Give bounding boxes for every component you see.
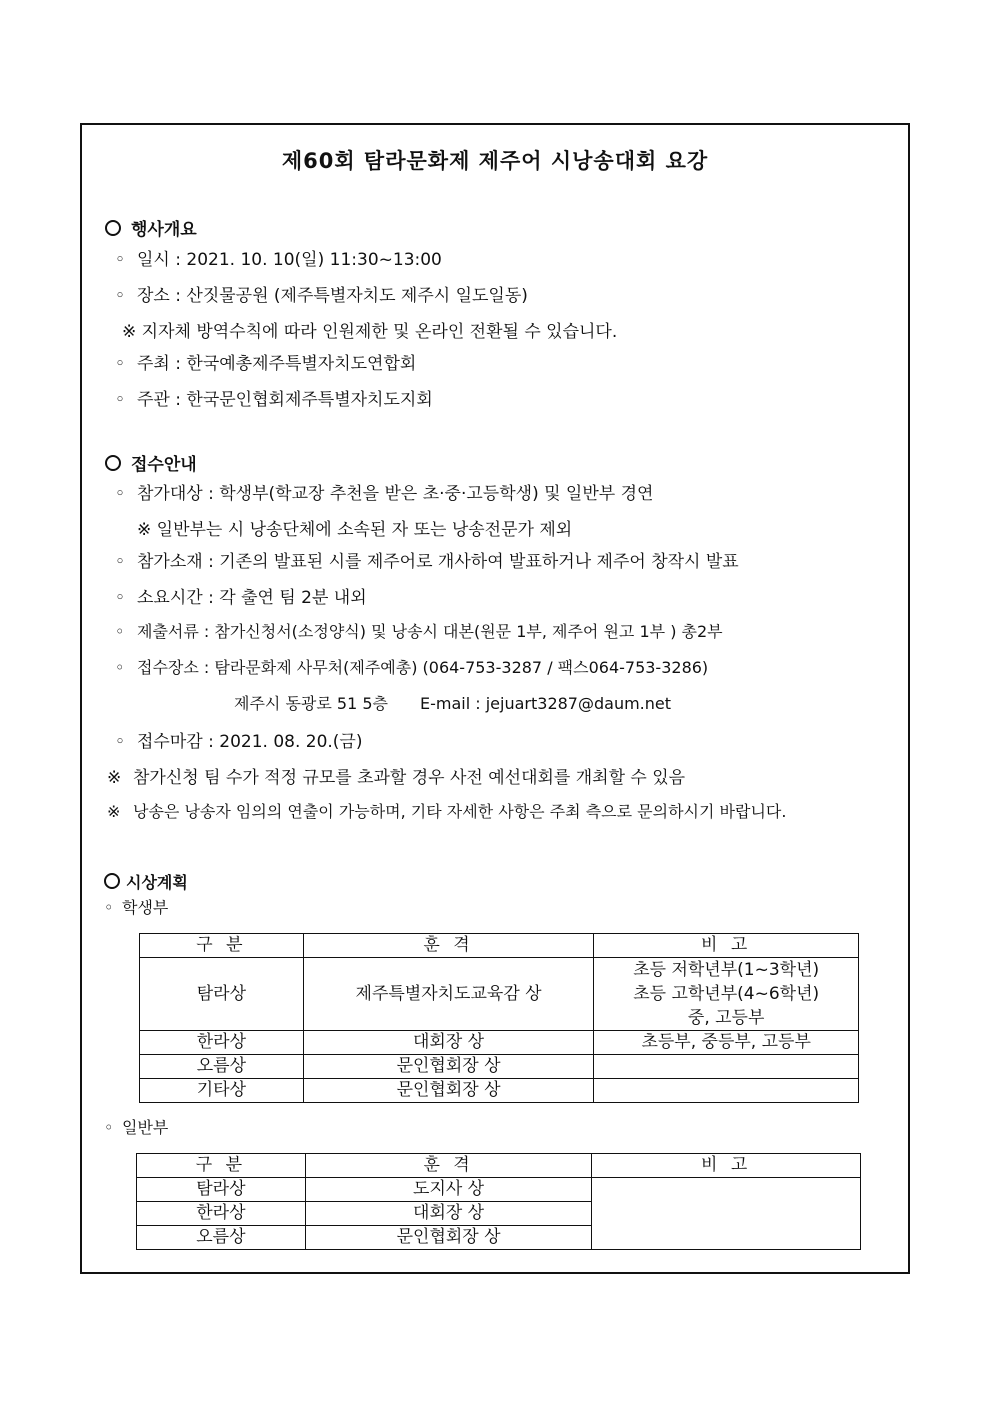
circle-bullet-icon — [104, 873, 120, 889]
dot-bullet-icon: ◦ — [115, 286, 126, 306]
award-cell: 문인협회장 상 — [303, 1055, 594, 1079]
document-frame — [80, 123, 910, 1274]
category-cell: 오름상 — [140, 1055, 304, 1079]
category-cell: 탐라상 — [140, 958, 304, 1031]
table-row — [140, 958, 859, 1031]
dot-bullet-icon: ◦ — [104, 1118, 114, 1137]
section-overview-heading: 행사개요 — [105, 215, 197, 240]
reg-note-preliminary: ※ 참가신청 팀 수가 적정 규모를 초과할 경우 사전 예선대회를 개최할 수 있음 — [107, 768, 686, 788]
award-cell: 문인협회장 상 — [303, 1079, 594, 1103]
dot-bullet-icon: ◦ — [115, 588, 126, 608]
table-header-row — [137, 1154, 861, 1178]
info-organizer: ◦ 주관 : 한국문인협회제주특별자치도지회 — [115, 390, 433, 410]
category-cell: 기타상 — [140, 1079, 304, 1103]
info-date: ◦ 일시 : 2021. 10. 10(일) 11:30~13:00 — [115, 250, 442, 270]
table-header-row — [140, 934, 859, 958]
reg-office: ◦ 접수장소 : 탐라문화제 사무처(제주예총) (064-753-3287 / 팩스064-753-3286) — [115, 658, 709, 677]
reg-office-address: 제주시 동광로 51 5층 E-mail : jejuart3287@daum.net — [234, 694, 672, 713]
award-cell: 제주특별자치도교육감 상 — [303, 958, 594, 1031]
dot-bullet-icon: ◦ — [115, 658, 125, 677]
circle-bullet-icon — [105, 220, 121, 236]
reg-deadline: ◦ 접수마감 : 2021. 08. 20.(금) — [115, 732, 363, 752]
dot-bullet-icon: ◦ — [115, 354, 126, 374]
reg-note-contact: ※ 낭송은 낭송자 임의의 연출이 가능하며, 기타 자세한 사항은 주최 측으로 문의하시기 바랍니다. — [107, 802, 787, 821]
table-row — [140, 1055, 859, 1079]
award-cell: 대회장 상 — [305, 1202, 592, 1226]
circle-bullet-icon — [105, 455, 121, 471]
general-division-label: ◦ 일반부 — [104, 1118, 169, 1137]
reg-target: ◦ 참가대상 : 학생부(학교장 추천을 받은 초·중·고등학생) 및 일반부 경연 — [115, 484, 654, 504]
header-category: 구 분 — [140, 934, 304, 958]
header-category: 구 분 — [137, 1154, 306, 1178]
remarks-cell — [592, 1178, 861, 1250]
dot-bullet-icon: ◦ — [115, 484, 126, 504]
award-cell: 도지사 상 — [305, 1178, 592, 1202]
section-registration-heading: 접수안내 — [105, 450, 197, 475]
student-division-label: ◦ 학생부 — [104, 898, 169, 917]
reg-time: ◦ 소요시간 : 각 출연 팀 2분 내외 — [115, 588, 367, 608]
remarks-cell — [594, 1079, 859, 1103]
category-cell: 한라상 — [137, 1202, 306, 1226]
student-awards-table — [139, 933, 859, 1103]
dot-bullet-icon: ◦ — [115, 390, 126, 410]
award-cell: 문인협회장 상 — [305, 1226, 592, 1250]
remarks-cell: 초등부, 중등부, 고등부 — [594, 1031, 859, 1055]
section-awards-heading: 시상계획 — [104, 870, 188, 893]
info-host: ◦ 주최 : 한국예총제주특별자치도연합회 — [115, 354, 417, 374]
info-place: ◦ 장소 : 산짓물공원 (제주특별자치도 제주시 일도일동) — [115, 286, 528, 306]
award-cell: 대회장 상 — [303, 1031, 594, 1055]
remarks-cell: 초등 저학년부(1~3학년) 초등 고학년부(4~6학년) 중, 고등부 — [594, 958, 859, 1031]
dot-bullet-icon: ◦ — [115, 552, 126, 572]
info-quarantine-note: ※ 지자체 방역수칙에 따라 인원제한 및 온라인 전환될 수 있습니다. — [122, 322, 618, 342]
category-cell: 오름상 — [137, 1226, 306, 1250]
remarks-cell — [594, 1055, 859, 1079]
dot-bullet-icon: ◦ — [115, 622, 125, 641]
table-row — [140, 1079, 859, 1103]
reg-material: ◦ 참가소재 : 기존의 발표된 시를 제주어로 개사하여 발표하거나 제주어 창작시 발표 — [115, 552, 739, 572]
header-award: 훈 격 — [305, 1154, 592, 1178]
dot-bullet-icon: ◦ — [115, 732, 126, 752]
header-remarks: 비 고 — [594, 934, 859, 958]
category-cell: 탐라상 — [137, 1178, 306, 1202]
header-award: 훈 격 — [303, 934, 594, 958]
dot-bullet-icon: ◦ — [115, 250, 126, 270]
email-link[interactable]: jejuart3287@daum.net — [485, 694, 672, 713]
reg-docs: ◦ 제출서류 : 참가신청서(소정양식) 및 낭송시 대본(원문 1부, 제주어 원고 1부 ) 총2부 — [115, 622, 723, 641]
category-cell: 한라상 — [140, 1031, 304, 1055]
header-remarks: 비 고 — [592, 1154, 861, 1178]
table-row — [137, 1178, 861, 1202]
general-awards-table — [136, 1153, 861, 1250]
reference-mark-icon: ※ — [107, 768, 122, 788]
reg-target-note: ※ 일반부는 시 낭송단체에 소속된 자 또는 낭송전문가 제외 — [137, 520, 573, 540]
reference-mark-icon: ※ — [107, 802, 121, 821]
document-title: 제60회 탐라문화제 제주어 시낭송대회 요강 — [281, 149, 709, 173]
table-row — [140, 1031, 859, 1055]
dot-bullet-icon: ◦ — [104, 898, 114, 917]
